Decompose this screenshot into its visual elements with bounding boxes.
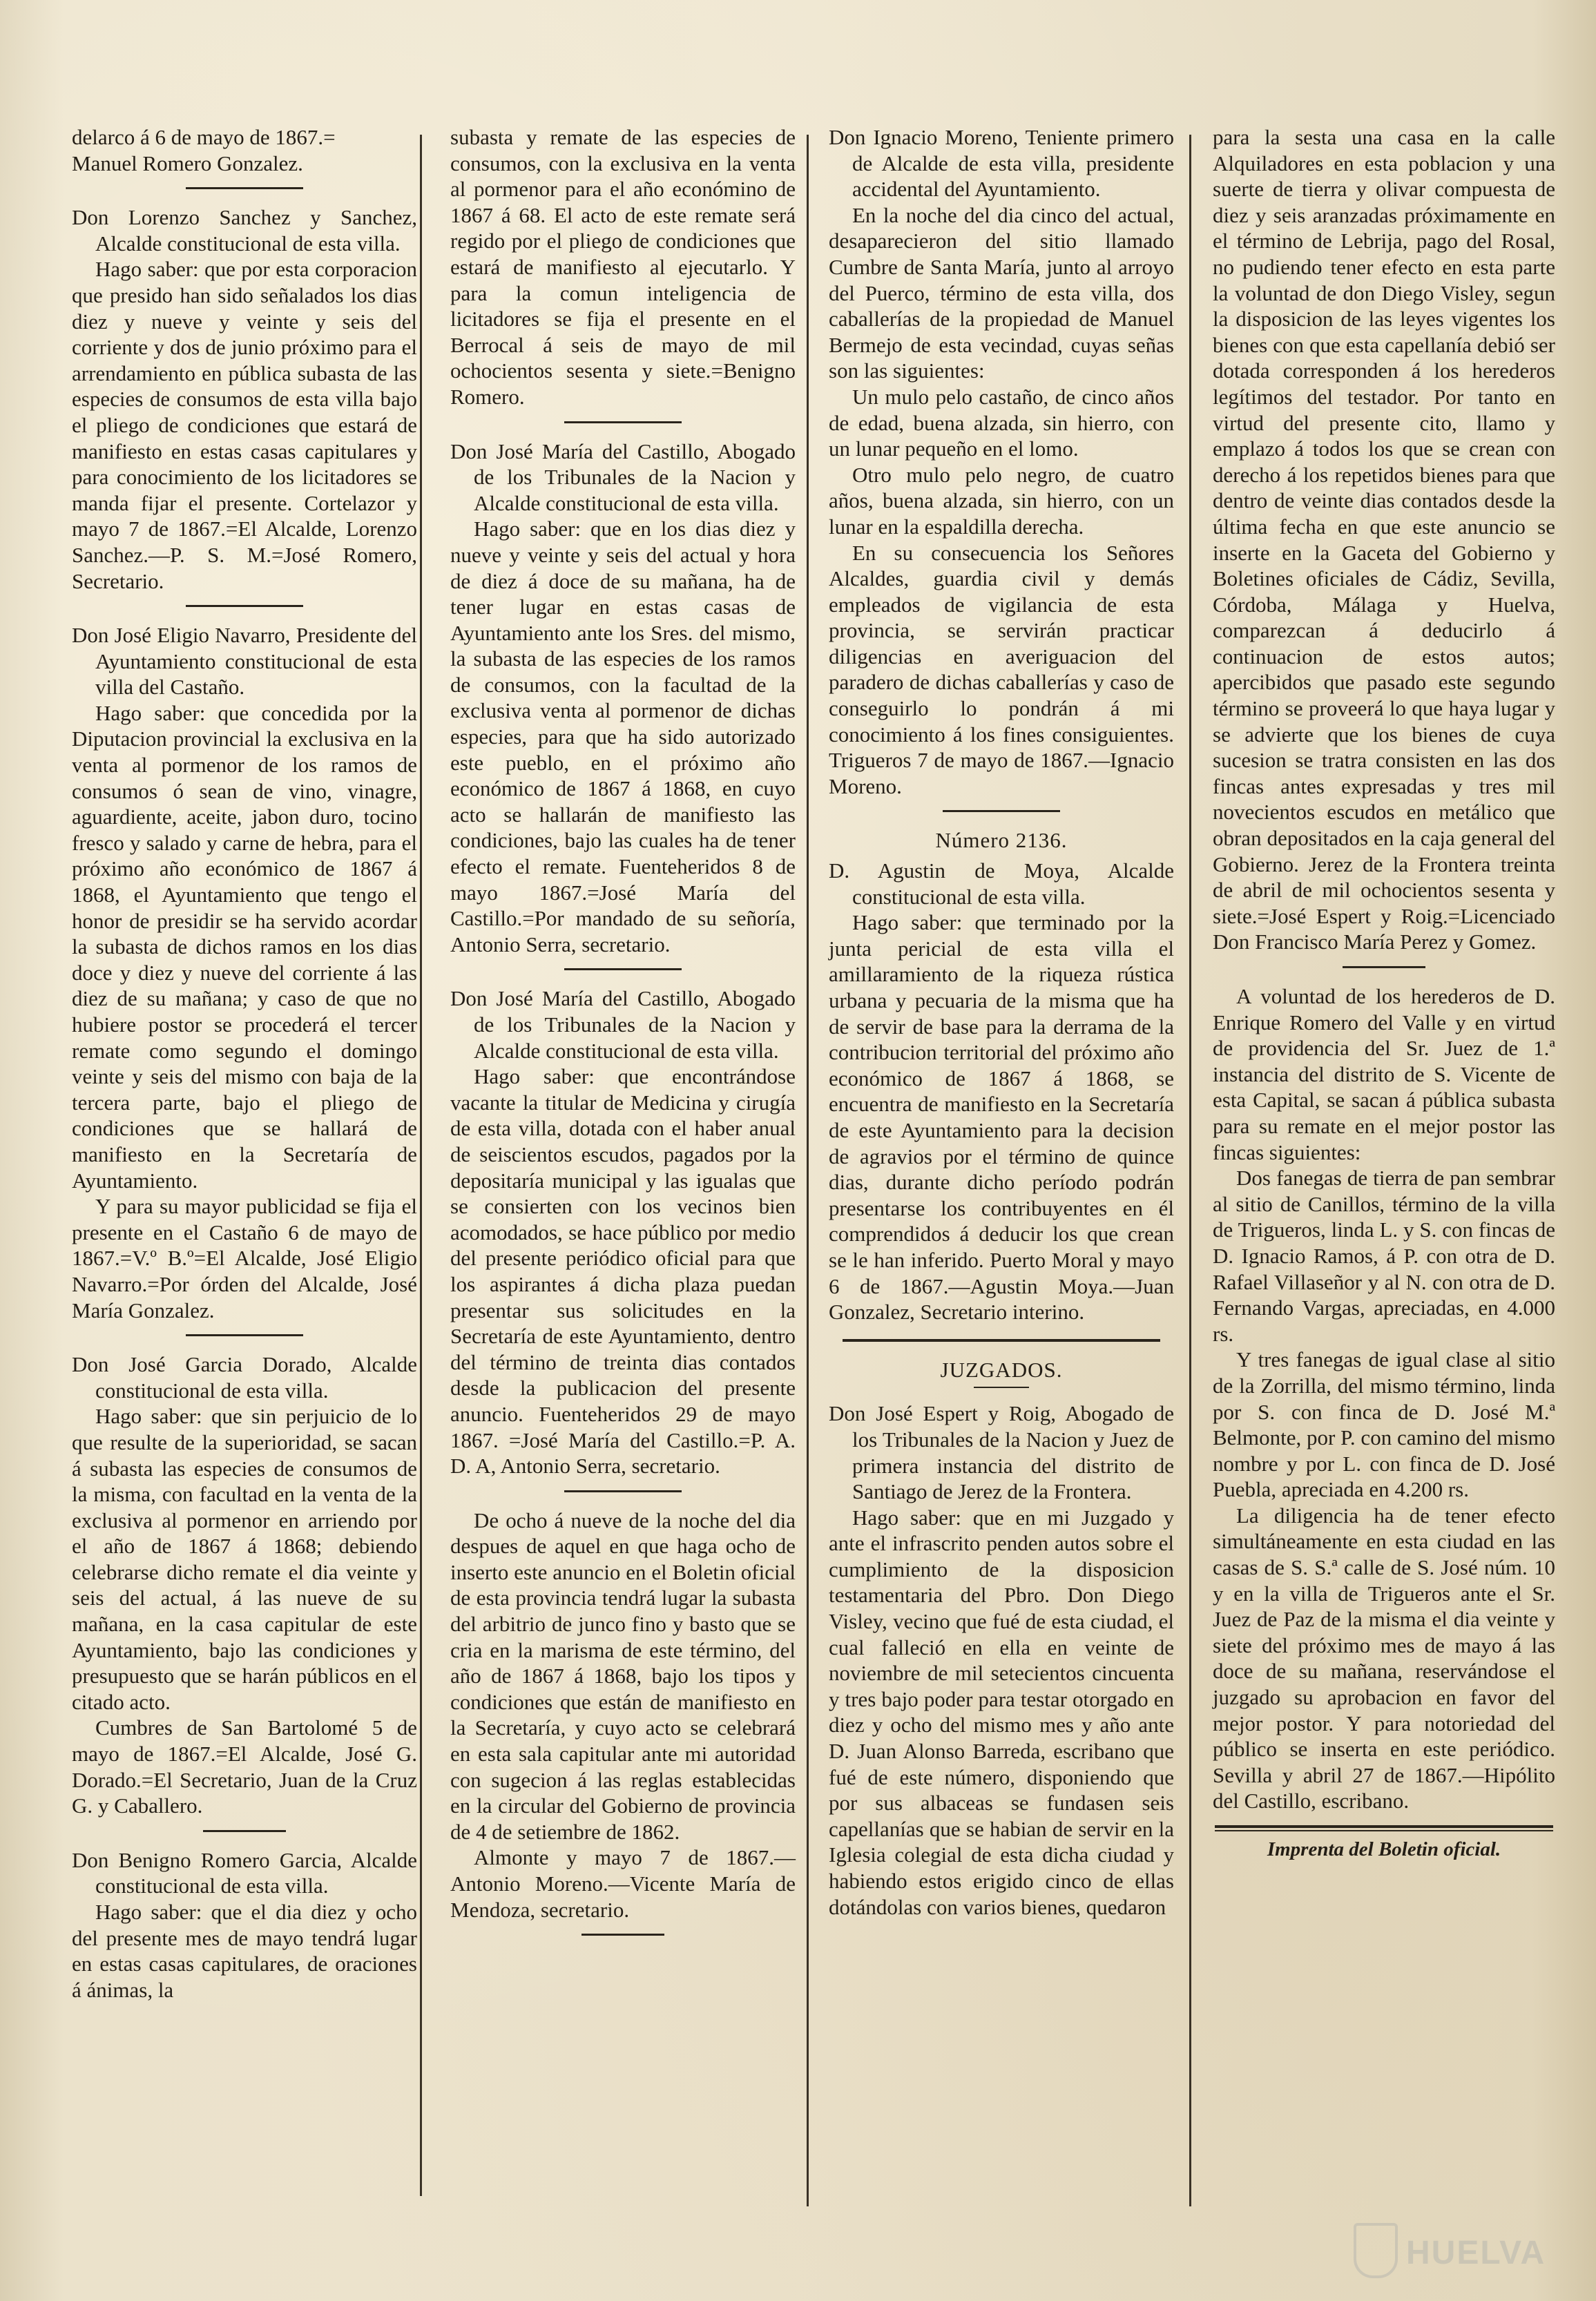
- column-1: [72, 124, 417, 2003]
- notice-paragraph: Cumbres de San Bartolomé 5 de mayo de 1867.=El Alcalde, José G. Dorado.=El Secretario, Juan de la Cruz G. y Caballero.: [72, 1715, 417, 1818]
- notice-paragraph: Otro mulo pelo negro, de cuatro años, buena alzada, sin hierro, con un lunar en la espaldilla derecha.: [829, 462, 1174, 539]
- archive-watermark: [1354, 2213, 1561, 2282]
- section-separator: [843, 1339, 1160, 1342]
- notice-paragraph: En su consecuencia los Señores Alcaldes, guardia civil y demás empleados de vigilancia de esta provincia, se servirán practicar diligencias en averiguacion del paradero de dichas caballerías y caso de conseguirlo lo pondrán á mi conocimiento á los fines consiguientes. Trigueros 7 de mayo de 1867.—Ignacio Moreno.: [829, 540, 1174, 798]
- notice-paragraph: Hago saber: que concedida por la Diputacion provincial la exclusiva en la venta al pormenor de los ramos de consumos ó sean de vino, vinagre, aguardiente, aceite, jabon duro, tocino fresco y salado y carne de hebra, para el próximo año económico de 1867 á 1868, el Ayuntamiento que tengo el honor de presidir se ha servido acordar la subasta de dichos ramos en los dias doce y diez y nueve del corriente á las diez de su mañana; y caso de que no hubiere postor se procederá el tercer remate como segundo el domingo veinte y seis del mismo con baja de la tercera parte, bajo el pliego de condiciones que se hallará de manifiesto en la Secretaría de Ayuntamiento.: [72, 700, 417, 1193]
- notice-heading: Don José Garcia Dorado, Alcalde constitucional de esta villa.: [72, 1352, 417, 1403]
- closing-double-rule: [1215, 1825, 1553, 1831]
- notice-paragraph: Manuel Romero Gonzalez.: [72, 151, 303, 175]
- column-divider-3: [1189, 135, 1191, 2206]
- column-4: [1213, 124, 1555, 1863]
- notice-paragraph: De ocho á nueve de la noche del dia despues de aquel en que haga ocho de inserto este anuncio en el Boletin oficial de esta provincia tendrá lugar la subasta del arbitrio de junco fino y basto que se cria en la marisma de este término, del año de 1867 á 1868, bajo los tipos y condiciones que están de manifiesto en la Secretaría, y cuyo acto se celebrará en esta sala capitular ante mi autoridad con sugecion á las reglas establecidas en la circular del Gobierno de provincia de 4 de setiembre de 1862.: [450, 1508, 796, 1844]
- notice-paragraph: Hago saber: que en los dias diez y nueve y veinte y seis del actual y hora de diez á doce de su mañana, ha de tener lugar en estas casas de Ayuntamiento ante los Sres. del mismo, la subasta de las especies de los ramos de consumos, con la facultad de la exclusiva venta al pormenor de dichas especies, para que ha sido autorizado este pueblo, en el próximo año económico de 1867 á 1868, en cuyo acto se hallarán de manifiesto las condiciones, bajo las cuales ha de tener efecto el remate. Fuenteheridos 8 de mayo 1867.=José María del Castillo.=Por mandado de su señoría, Antonio Serra, secretario.: [450, 517, 796, 956]
- notice-paragraph: delarco á 6 de mayo de 1867.=: [72, 125, 336, 149]
- notice-heading: Don José María del Castillo, Abogado de los Tribunales de la Nacion y Alcalde constitucional de esta villa.: [450, 986, 796, 1063]
- section-separator: [974, 1387, 1029, 1388]
- notice-paragraph: Hago saber: que por esta corporacion que presido han sido señalados los dias diez y nueve y veinte y seis del corriente y dos de junio próximo para el arrendamiento en pública subasta de las especies de consumos de esta villa bajo el pliego de condiciones que estará de manifiesto en estas casas capitulares y para conocimiento de los licitadores se manda fijar el presente. Cortelazor y mayo 7 de 1867.=El Alcalde, Lorenzo Sanchez.—P. S. M.=José Romero, Secretario.: [72, 257, 417, 593]
- section-separator: [943, 810, 1060, 812]
- notice-paragraph: Hago saber: que terminado por la junta pericial de esta villa el amillaramiento de la riqueza rústica urbana y pecuaria de la misma que ha de servir de base para la derrama de la contribucion territorial del próximo año económico de 1867 á 1868, se encuentra de manifiesto en la Secretaría de este Ayuntamiento para la decision de agravios por el término de quince dias, durante dicho período podrán presentarse los contribuyentes en él comprendidos á deducir los que crean se le han inferido. Puerto Moral y mayo 6 de 1867.—Agustin Moya.—Juan Gonzalez, Secretario interino.: [829, 910, 1174, 1325]
- notice-paragraph: para la sesta una casa en la calle Alquiladores en esta poblacion y una suerte de tierra y olivar compuesta de diez y seis aranzadas próximamente en el término de Lebrija, pago del Rosal, no pudiendo tener efecto en esta parte la voluntad de don Diego Visley, segun la disposicion de las leyes vigentes los bienes con que esta capellanía debió ser dotada corresponden á los herederos legítimos del testador. Por tanto en virtud del presente cito, llamo y emplazo á todos los que se crean con derecho á los repetidos bienes para que dentro de veinte dias contados desde la última fecha en que este anuncio se inserte en la Gaceta del Gobierno y Boletines oficiales de Cádiz, Sevilla, Córdoba, Málaga y Huelva, comparezcan á deducirlo á continuacion de estos autos; apercibidos que pasado este segundo término se proveerá lo que haya lugar y se advierte que los bienes de cuya sucesion se tratra consisten en las dos fincas antes expresadas y tres mil novecientos escudos en metálico que obran depositados en la caja general del Gobierno. Jerez de la Frontera treinta de abril de mil ochocientos sesenta y siete.=José Espert y Roig.=Licenciado Don Francisco María Perez y Gomez.: [1213, 125, 1555, 954]
- notice-paragraph: Hago saber: que en mi Juzgado y ante el infrascrito penden autos sobre el cumplimiento de la disposicion testamentaria del Pbro. Don Diego Visley, vecino que fué de esta ciudad, el cual falleció en ella en veinte de noviembre de mil setecientos cincuenta y tres bajo poder para testar otorgado en diez y ocho del mismo mes y año ante D. Juan Alonso Barreda, escribano que fué de este número, disponiendo que por sus albaceas se fundasen seis capellanías que se habian de servir en la Iglesia colegial de esta dicha ciudad y habiendo estos erigido cinco de ellas dotándolas con varios bienes, quedaron: [829, 1505, 1174, 1919]
- notice-paragraph: Hago saber: que sin perjuicio de lo que resulte de la superioridad, se sacan á subasta las especies de consumos de la misma, con facultad en la venta de la exclusiva al pormenor en arriendo por el año de 1867 á 1868; debiendo celebrarse dicho remate el dia veinte y seis del actual, á las nueve de su mañana, en la casa capitular de este Ayuntamiento, bajo las condiciones y presupuesto que se harán públicos en el citado acto.: [72, 1404, 417, 1714]
- notice-heading: Don José Espert y Roig, Abogado de los Tribunales de la Nacion y Juez de primera instancia del distrito de Santiago de Jerez de la Frontera.: [829, 1401, 1174, 1504]
- section-separator: [564, 421, 682, 423]
- notice-heading: Don José María del Castillo, Abogado de los Tribunales de la Nacion y Alcalde constitucional de esta villa.: [450, 439, 796, 515]
- notice-heading: Don Ignacio Moreno, Teniente primero de Alcalde de esta villa, presidente accidental del Ayuntamiento.: [829, 125, 1174, 202]
- section-separator: [203, 1830, 286, 1832]
- notice-paragraph: Almonte y mayo 7 de 1867.— Antonio Moreno.—Vicente María de Mendoza, secretario.: [450, 1845, 796, 1922]
- notice-paragraph: La diligencia ha de tener efecto simultáneamente en esta ciudad en las casas de S. S.ª calle de S. José núm. 10 y en la villa de Trigueros ante el Sr. Juez de Paz de la misma el dia veinte y siete del próximo mes de mayo á las doce de su mañana, reservándose el juzgado su aprobacion en favor del mejor postor. Y para notoriedad del público se inserta en este periódico. Sevilla y abril 27 de 1867.—Hipólito del Castillo, escribano.: [1213, 1503, 1555, 1813]
- notice-paragraph: subasta y remate de las especies de consumos, con la exclusiva en la venta al pormenor para el año económino de 1867 á 68. El acto de este remate será regido por el pliego de condiciones que estará de manifiesto al ejecutarlo. Y para la comun inteligencia de licitadores se fija el presente en el Berrocal á seis de mayo de mil ochocientos sesenta y siete.=Benigno Romero.: [450, 125, 796, 409]
- column-2: [450, 124, 796, 1951]
- section-separator: [564, 1490, 682, 1492]
- printer-imprint: Imprenta del Boletin oficial.: [1267, 1838, 1501, 1860]
- notice-heading: Don Benigno Romero Garcia, Alcalde constitucional de esta villa.: [72, 1847, 417, 1898]
- notice-paragraph: Y para su mayor publicidad se fija el presente en el Castaño 6 de mayo de 1867.=V.º B.º=El Alcalde, José Eligio Navarro.=Por órden del Alcalde, José María Gonzalez.: [72, 1194, 417, 1322]
- coat-of-arms-icon: [1354, 2223, 1398, 2278]
- notice-paragraph: Hago saber: que encontrándose vacante la titular de Medicina y cirugía de esta villa, dotada con el haber anual de seiscientos escudos, pagados por la depositaría municipal y las igualas que se consierten con los vecinos bien acomodados, se hace público por medio del presente periódico oficial para que los aspirantes á dicha plaza puedan presentar sus solicitudes en la Secretaría de este Ayuntamiento, dentro del término de treinta dias contados desde la publicacion del presente anuncio. Fuenteheridos 29 de mayo 1867. =José María del Castillo.=P. A. D. A, Antonio Serra, secretario.: [450, 1064, 796, 1479]
- notice-paragraph: Y tres fanegas de igual clase al sitio de la Zorrilla, del mismo término, linda por S. con finca de D. José M.ª Belmonte, por P. con camino del mismo nombre y por L. con finca de D. José Puebla, apreciada en 4.200 rs.: [1213, 1347, 1555, 1502]
- column-divider-2: [807, 135, 809, 2206]
- section-title: JUZGADOS.: [940, 1357, 1063, 1382]
- notice-paragraph: Un mulo pelo castaño, de cinco años de edad, buena alzada, sin hierro, con un lunar pequeño en el lomo.: [829, 384, 1174, 461]
- notice-paragraph: A voluntad de los herederos de D. Enrique Romero del Valle y en virtud de providencia del Sr. Juez de 1.ª instancia del distrito de S. Vicente de esta Capital, se sacan á pública subasta para su remate en el mejor postor las fincas siguientes:: [1213, 984, 1555, 1164]
- notice-paragraph: En la noche del dia cinco del actual, desaparecieron del sitio llamado Cumbre de Santa María, junto al arroyo del Puerco, término de esta villa, dos caballerías de la propiedad de Manuel Bermejo de esta vecindad, cuyas señas son las siguientes:: [829, 202, 1174, 383]
- section-title: Número 2136.: [935, 828, 1068, 853]
- notice-heading: D. Agustin de Moya, Alcalde constitucional de esta villa.: [829, 858, 1174, 909]
- section-separator: [186, 1334, 303, 1336]
- section-separator: [581, 1934, 664, 1936]
- column-divider-1: [420, 135, 422, 2196]
- column-3: [829, 124, 1174, 1920]
- notice-paragraph: Hago saber: que el dia diez y ocho del presente mes de mayo tendrá lugar en estas casas capitulares, de oraciones á ánimas, la: [72, 1900, 417, 2002]
- watermark-text: HUELVA: [1406, 2235, 1546, 2271]
- section-separator: [1343, 966, 1425, 968]
- section-separator: [186, 605, 303, 607]
- notice-paragraph: Dos fanegas de tierra de pan sembrar al sitio de Canillos, término de la villa de Trigueros, linda L. y S. con fincas de D. Ignacio Ramos, á P. con otra de D. Rafael Villaseñor y al N. con otra de D. Fernando Vargas, apreciadas, en 4.000 rs.: [1213, 1166, 1555, 1346]
- notice-heading: Don Lorenzo Sanchez y Sanchez, Alcalde constitucional de esta villa.: [72, 205, 417, 256]
- section-separator: [186, 187, 303, 189]
- notice-heading: Don José Eligio Navarro, Presidente del Ayuntamiento constitucional de esta villa del Castaño.: [72, 623, 417, 700]
- section-separator: [564, 968, 682, 970]
